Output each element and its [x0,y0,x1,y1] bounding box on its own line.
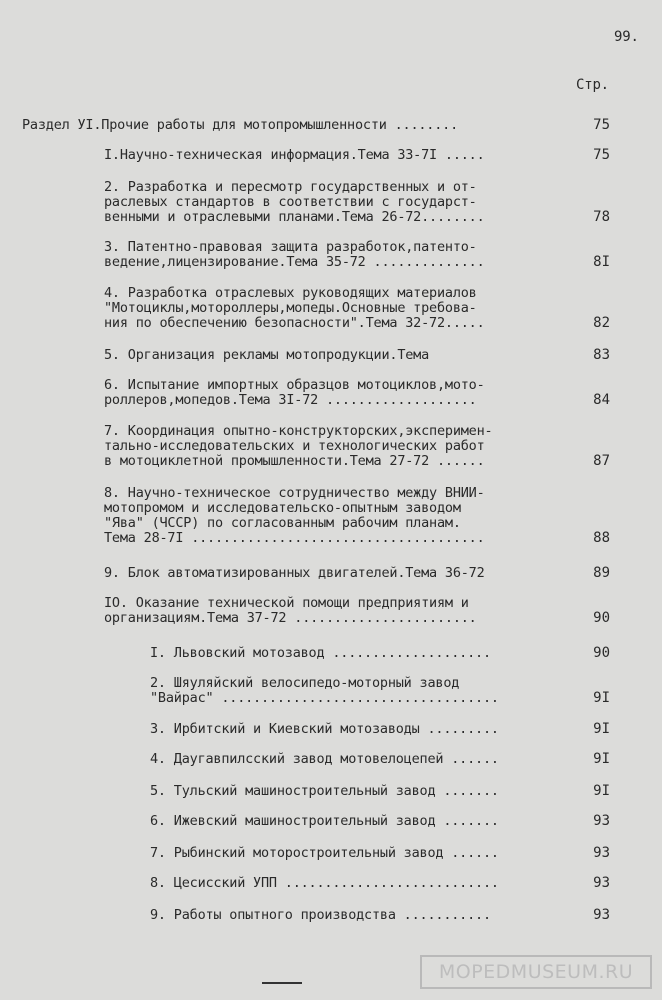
toc-entry-text-line: раслевых стандартов в соответствии с государст- [104,194,477,210]
toc-entry-text-line: в мотоциклетной промышленности.Тема 27-72 ...... [104,453,485,469]
toc-subentry-text-line: 8. Цесисский УПП ........................... [150,875,499,891]
toc-entry-text-line: 2. Разработка и пересмотр государственных и от- [104,179,477,195]
toc-subentry-text-line: 2. Шяуляйский велосипедо-моторный завод [150,675,460,691]
toc-entry-text-line: 5. Организация рекламы мотопродукции.Тема [104,347,430,363]
toc-subentry-page: 93 [593,875,610,891]
toc-entry-text-line: 3. Патентно-правовая защита разработок,патенто- [104,239,477,255]
toc-subentry-page: 9I [593,721,610,737]
toc-entry-text-line: "Мотоциклы,мотороллеры,мопеды.Основные требова- [104,300,477,316]
toc-entry-text-line: венными и отраслевыми планами.Тема 26-72........ [104,209,485,225]
section-title: Раздел УI.Прочие работы для мотопромышленности ........ [22,117,459,133]
toc-entry-page: 87 [593,453,610,469]
toc-subentry-text-line: 5. Тульский машиностроительный завод ....... [150,783,499,799]
toc-entry-text-line: мотопромом и исследовательско-опытным заводом [104,500,461,516]
toc-subentry-text-line: 4. Даугавпилсский завод мотовелоцепей ...... [150,751,499,767]
toc-entry-text-line: организациям.Тема 37-72 ....................... [104,610,477,626]
toc-subentry-page: 90 [593,645,610,661]
section-page: 75 [593,117,610,133]
toc-subentry-text-line: 6. Ижевский машиностроительный завод ....... [150,813,499,829]
toc-entry-text-line: ведение,лицензирование.Тема 35-72 .............. [104,254,485,270]
toc-entry-page: 75 [593,147,610,163]
toc-entry-text-line: тально-исследовательских и технологических работ [104,438,485,454]
toc-subentry-page: 9I [593,690,610,706]
toc-entry-text-line: "Ява" (ЧССР) по согласованным рабочим планам. [104,515,461,531]
toc-entry-page: 89 [593,565,610,581]
page-number: 99. [614,29,639,45]
end-divider [262,982,302,984]
toc-entry-page: 8I [593,254,610,270]
toc-subentry-page: 9I [593,783,610,799]
toc-subentry-page: 9I [593,751,610,767]
toc-entry-page: 88 [593,530,610,546]
watermark: MOPEDMUSEUM.RU [420,955,652,989]
toc-entry-text-line: I.Научно-техническая информация.Тема 33-7I ..... [104,147,485,163]
toc-entry-page: 78 [593,209,610,225]
toc-entry-page: 84 [593,392,610,408]
toc-entry-text-line: IO. Оказание технической помощи предприятиям и [104,595,469,611]
toc-subentry-text-line: 9. Работы опытного производства ........... [150,907,491,923]
toc-subentry-page: 93 [593,845,610,861]
toc-entry-text-line: 6. Испытание импортных образцов мотоциклов,мото- [104,377,485,393]
toc-subentry-text-line: 3. Ирбитский и Киевский мотозаводы ......... [150,721,499,737]
toc-entry-text-line: 7. Координация опытно-конструкторских,эксперимен- [104,423,493,439]
toc-entry-page: 90 [593,610,610,626]
page-column-label: Стр. [576,77,609,93]
toc-subentry-text-line: I. Львовский мотозавод .................... [150,645,491,661]
toc-entry-text-line: 9. Блок автоматизированных двигателей.Тема 36-72 [104,565,485,581]
toc-subentry-page: 93 [593,907,610,923]
toc-entry-text-line: 8. Научно-техническое сотрудничество между ВНИИ- [104,485,485,501]
toc-entry-page: 82 [593,315,610,331]
toc-entry-text-line: ния по обеспечению безопасности".Тема 32-72..... [104,315,485,331]
toc-subentry-page: 93 [593,813,610,829]
toc-subentry-text-line: 7. Рыбинский моторостроительный завод ...... [150,845,499,861]
toc-entry-text-line: 4. Разработка отраслевых руководящих материалов [104,285,477,301]
toc-entry-text-line: Тема 28-7I ..................................... [104,530,485,546]
toc-entry-page: 83 [593,347,610,363]
toc-entry-text-line: роллеров,мопедов.Тема 3I-72 ................... [104,392,477,408]
toc-subentry-text-line: "Вайрас" ................................... [150,690,499,706]
